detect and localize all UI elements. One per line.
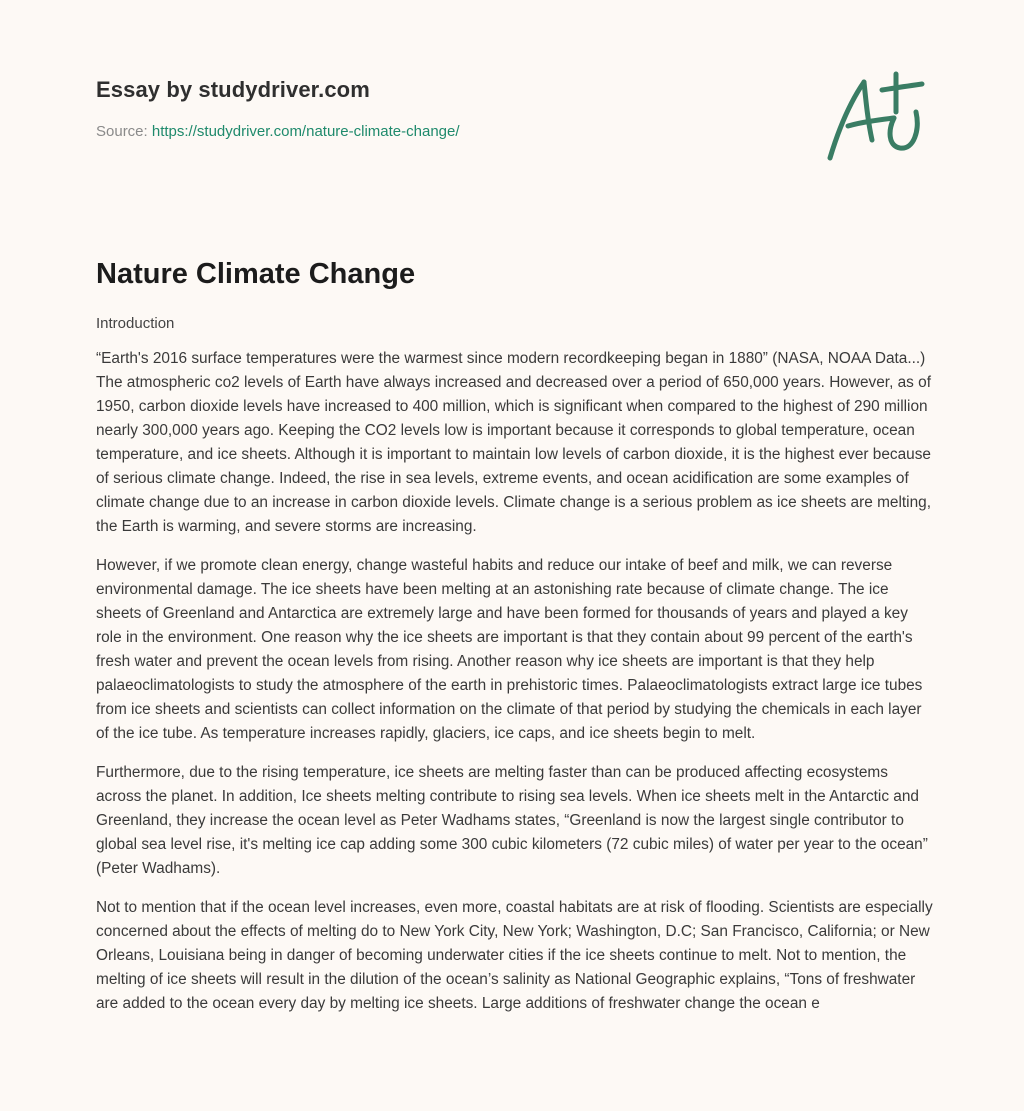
- source-label: Source:: [96, 123, 148, 140]
- source-line: [96, 122, 460, 142]
- a-plus-grade-icon: [822, 68, 930, 168]
- page-title: Nature Climate Change: [96, 258, 416, 290]
- essay-body: [96, 252, 936, 1016]
- paragraph-1: “Earth's 2016 surface temperatures were the warmest since modern recordkeeping began in 1880” (NASA, NOAA Data...) The atmospheric co2 levels of Earth have always increased and decreased over a period of 650,000 years. However, as of 1950, carbon dioxide levels have increased to 400 million, which is significant when compared to the highest of 290 million nearly 300,000 years ago. Keeping the CO2 levels low is important because it corresponds to global temperature, ocean temperature, and ice sheets. Although it is important to maintain low levels of carbon dioxide, it is the highest ever because of serious climate change. Indeed, the rise in sea levels, extreme events, and ocean acidification are some examples of climate change due to an increase in carbon dioxide levels. Climate change is a serious problem as ice sheets are melting, the Earth is warming, and severe storms are increasing.: [96, 350, 931, 535]
- essay-header: [96, 74, 460, 142]
- brand-title: Essay by studydriver.com: [96, 77, 370, 102]
- paragraph-3: Furthermore, due to the rising temperature, ice sheets are melting faster than can be produced affecting ecosystems across the planet. In addition, Ice sheets melting contribute to rising sea levels. When ice sheets melt in the Antarctic and Greenland, they increase the ocean level as Peter Wadhams states, “Greenland is now the largest single contributor to global sea level rise, it's melting ice cap adding some 300 cubic kilometers (72 cubic miles) of water per year to the ocean” (Peter Wadhams).: [96, 764, 928, 877]
- paragraph-2: However, if we promote clean energy, change wasteful habits and reduce our intake of beef and milk, we can reverse environmental damage. The ice sheets have been melting at an astonishing rate because of climate change. The ice sheets of Greenland and Antarctica are extremely large and have been formed for thousands of years and played a key role in the environment. One reason why the ice sheets are important is that they contain about 99 percent of the earth's fresh water and prevent the ocean levels from rising. Another reason why ice sheets are important is that they help palaeoclimatologists to study the atmosphere of the earth in prehistoric times. Palaeoclimatologists extract large ice tubes from ice sheets and scientists can collect information on the climate of that period by studying the chemicals in each layer of the ice tube. As temperature increases rapidly, glaciers, ice caps, and ice sheets begin to melt.: [96, 557, 923, 742]
- source-link[interactable]: https://studydriver.com/nature-climate-change/: [151, 123, 460, 140]
- section-label: Introduction: [96, 315, 175, 332]
- paragraph-4: Not to mention that if the ocean level increases, even more, coastal habitats are at risk of flooding. Scientists are especially concerned about the effects of melting do to New York City, New York; Washington, D.C; San Francisco, California; or New Orleans, Louisiana being in danger of becoming underwater cities if the ice sheets continue to melt. Not to mention, the melting of ice sheets will result in the dilution of the ocean’s salinity as National Geographic explains, “Tons of freshwater are added to the ocean every day by melting ice sheets. Large additions of freshwater change the ocean e: [96, 899, 933, 1012]
